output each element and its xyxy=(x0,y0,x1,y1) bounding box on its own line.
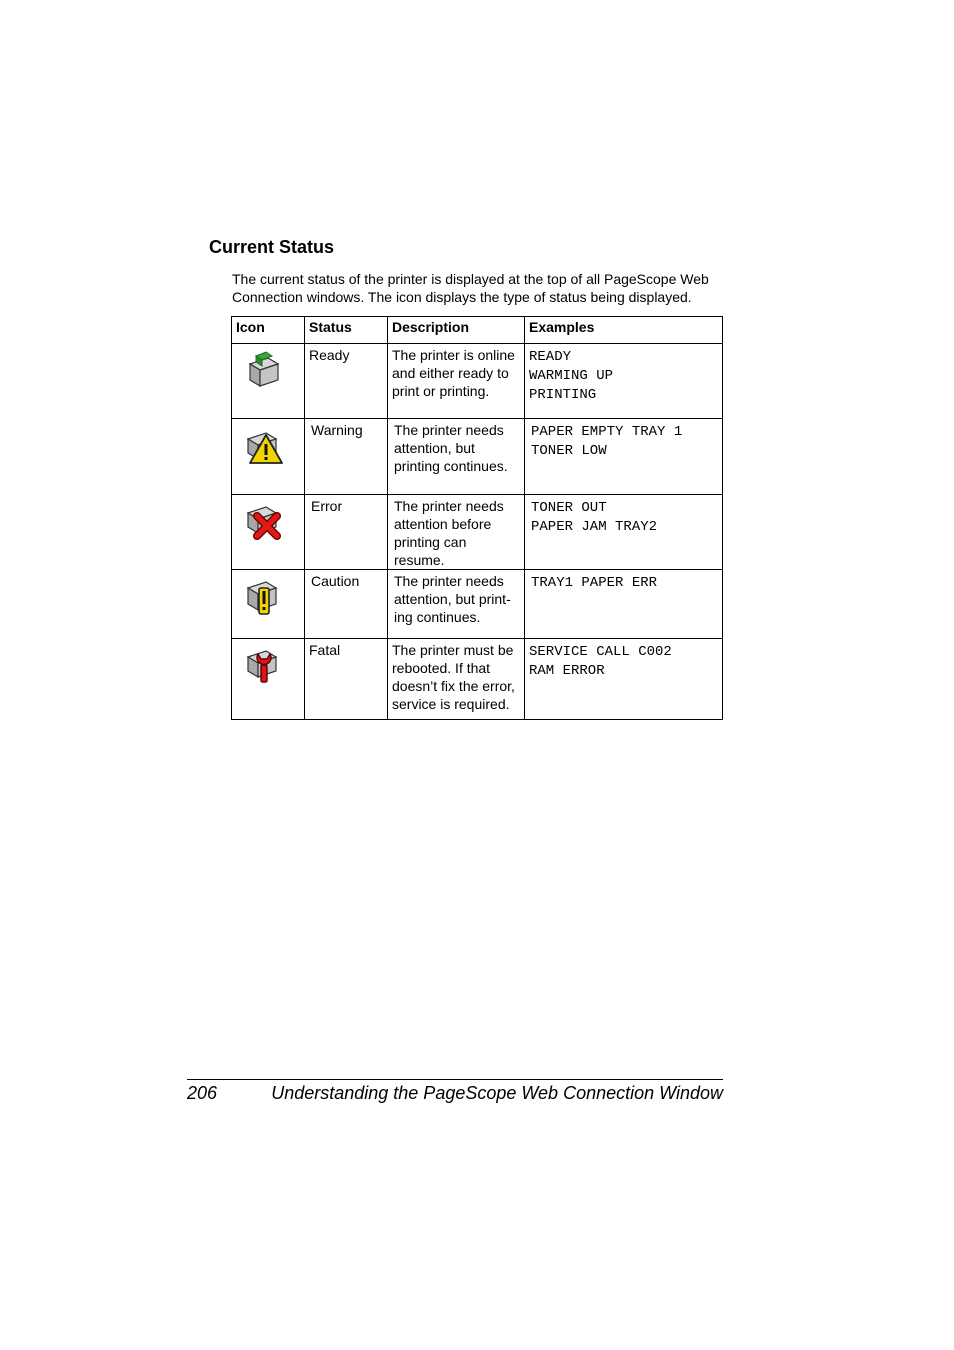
examples-cell xyxy=(525,570,723,639)
footer-divider xyxy=(187,1079,723,1080)
table-row xyxy=(232,570,723,639)
printer-error-icon xyxy=(244,501,284,541)
status-table xyxy=(231,316,723,720)
example-text: PRINTING xyxy=(529,387,597,403)
description-cell: The printer needs attention, but print-ing continues. xyxy=(388,570,525,639)
examples-cell xyxy=(525,639,723,720)
section-title: Current Status xyxy=(209,237,335,257)
status-cell: Caution xyxy=(305,570,388,639)
icon-cell xyxy=(232,495,305,570)
example-text: WARMING UP xyxy=(529,368,614,384)
description-cell: The printer needs attention before printing can resume. xyxy=(388,495,525,570)
icon-cell xyxy=(232,639,305,720)
description-cell: The printer is online and either ready to print or printing. xyxy=(388,344,525,419)
icon-cell xyxy=(232,344,305,419)
table-header-row xyxy=(232,317,723,344)
printer-ready-icon xyxy=(244,350,284,390)
status-cell: Fatal xyxy=(305,639,388,720)
header-description: Description xyxy=(388,317,525,344)
description-cell: The printer needs attention, but printing continues. xyxy=(388,419,525,495)
table-row xyxy=(232,639,723,720)
table-row xyxy=(232,344,723,419)
printer-fatal-icon xyxy=(244,645,284,685)
icon-cell xyxy=(232,419,305,495)
printer-caution-icon xyxy=(244,576,284,616)
examples-cell xyxy=(525,419,723,495)
intro-paragraph: The current status of the printer is displayed at the top of all PageScope Web Connection windows. The icon displays the type of status being displayed. xyxy=(232,271,709,305)
example-text: RAM ERROR xyxy=(529,663,605,679)
icon-cell xyxy=(232,570,305,639)
header-icon: Icon xyxy=(232,317,305,344)
example-text: TONER LOW xyxy=(531,443,607,459)
printer-warning-icon xyxy=(244,425,284,465)
table-row xyxy=(232,419,723,495)
example-text: PAPER JAM TRAY2 xyxy=(531,519,658,535)
status-cell: Error xyxy=(305,495,388,570)
example-text: PAPER EMPTY TRAY 1 xyxy=(531,424,683,440)
table-row xyxy=(232,495,723,570)
example-text: TONER OUT xyxy=(531,500,607,516)
example-text: TRAY1 PAPER ERR xyxy=(531,575,658,591)
examples-cell xyxy=(525,495,723,570)
header-status: Status xyxy=(305,317,388,344)
example-text: READY xyxy=(529,349,572,365)
example-text: SERVICE CALL C002 xyxy=(529,644,672,660)
description-cell: The printer must be rebooted. If that doesn’t fix the error, service is required. xyxy=(388,639,525,720)
status-cell: Ready xyxy=(305,344,388,419)
examples-cell xyxy=(525,344,723,419)
chapter-title: Understanding the PageScope Web Connection Window xyxy=(271,1083,723,1103)
page-number: 206 xyxy=(187,1083,218,1103)
status-cell: Warning xyxy=(305,419,388,495)
header-examples: Examples xyxy=(525,317,723,344)
